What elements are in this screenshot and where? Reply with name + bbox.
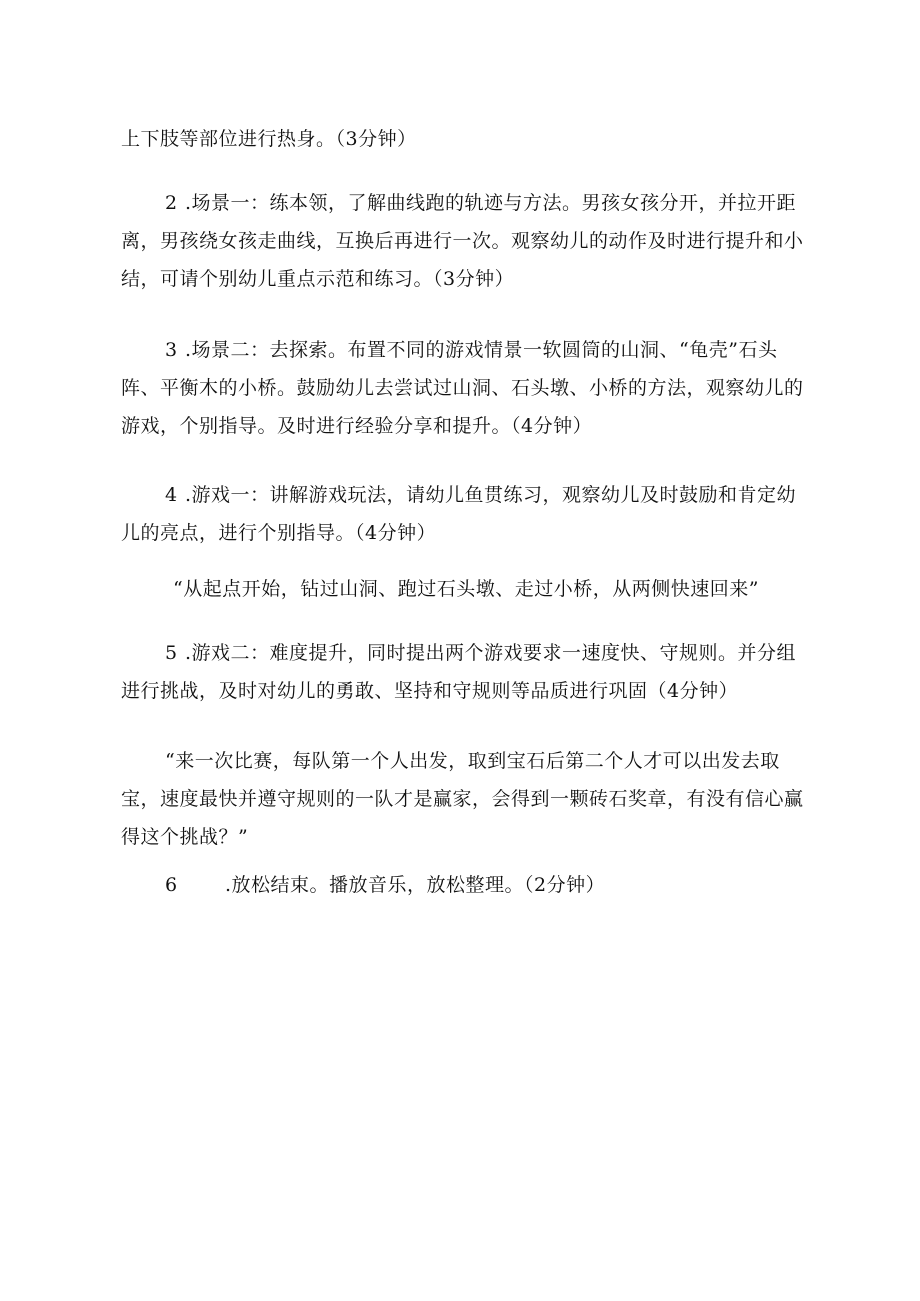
quote-game-one	[121, 570, 811, 608]
paragraph-text: .场景二：去探索。布置不同的游戏情景一软圆筒的山洞、“龟壳”石头阵、平衡木的小桥。鼓励幼儿去尝试过山洞、石头墩、小桥的方法，观察幼儿的游戏，个别指导。及时进行经验分享和提升。（4分钟）	[121, 339, 804, 437]
paragraph-text: 上下肢等部位进行热身。（3分钟）	[121, 128, 417, 150]
paragraph-text: .场景一：练本领，了解曲线跑的轨迹与方法。男孩女孩分开，并拉开距离，男孩绕女孩走曲线，互换后再进行一次。观察幼儿的动作及时进行提升和小结，可请个别幼儿重点示范和练习。（3分钟）	[121, 192, 804, 290]
paragraph-scene-two	[121, 331, 811, 445]
item-number: 3	[165, 339, 178, 361]
quote-text: “来一次比赛，每队第一个人出发，取到宝石后第二个人才可以出发去取宝，速度最快并遵守规则的一队才是赢家，会得到一颗砖石奖章，有没有信心赢得这个挑战？”	[121, 750, 804, 848]
paragraph-scene-one	[121, 184, 811, 298]
item-number: 5	[165, 642, 178, 664]
paragraph-text: .游戏二：难度提升，同时提出两个游戏要求一速度快、守规则。并分组进行挑战，及时对幼儿的勇敢、坚持和守规则等品质进行巩固（4分钟）	[121, 642, 797, 702]
paragraph-text: .游戏一：讲解游戏玩法，请幼儿鱼贯练习，观察幼儿及时鼓励和肯定幼儿的亮点，进行个别指导。（4分钟）	[121, 484, 797, 544]
paragraph-game-two	[121, 634, 811, 710]
paragraph-game-one	[121, 476, 811, 552]
quote-text: “从起点开始，钻过山洞、跑过石头墩、走过小桥，从两侧快速回来”	[173, 578, 759, 600]
item-number: 2	[165, 192, 178, 214]
item-number: 4	[165, 484, 178, 506]
paragraph-cooldown	[121, 866, 811, 904]
paragraph-warmup-end	[121, 120, 811, 158]
paragraph-text: .放松结束。播放音乐，放松整理。（2分钟）	[225, 874, 606, 896]
quote-game-two	[121, 742, 811, 856]
item-number: 6	[165, 874, 178, 896]
